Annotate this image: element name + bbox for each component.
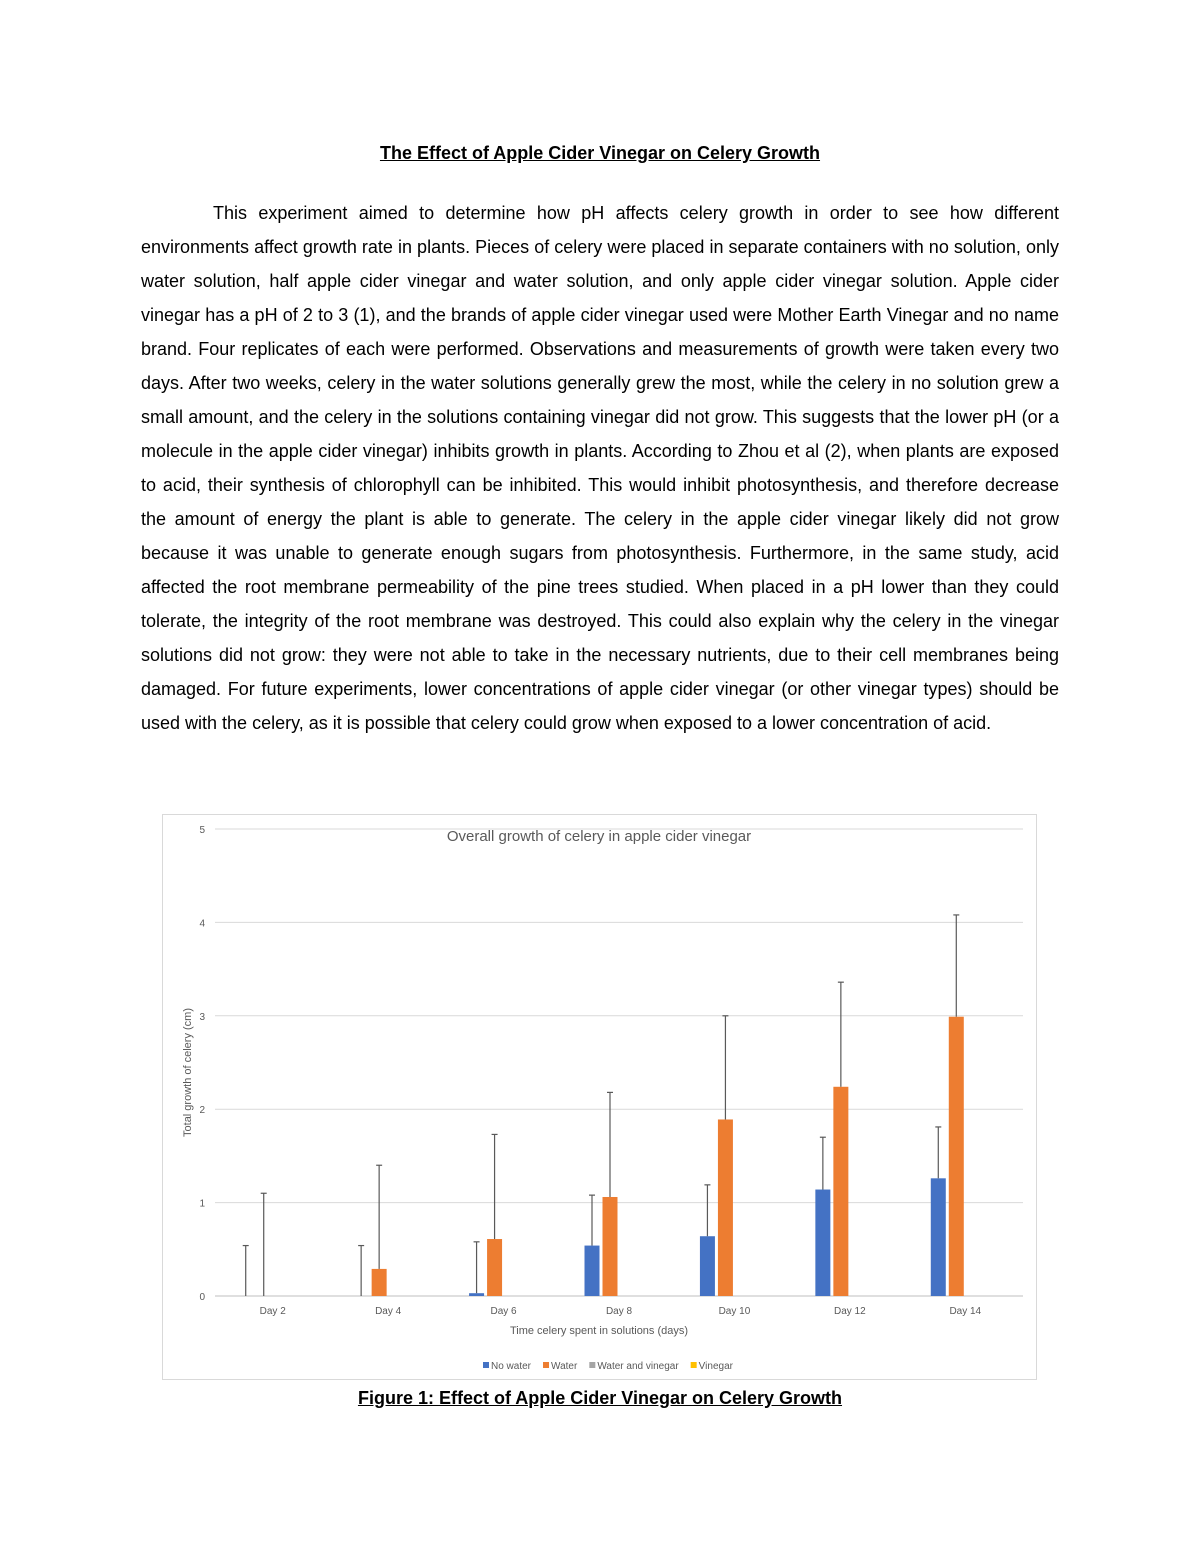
legend-swatch [543,1362,549,1368]
chart-container [162,814,1037,1380]
legend-label: Vinegar [698,1361,733,1372]
x-axis-title: Time celery spent in solutions (days) [509,1325,689,1337]
bar-water [718,1119,733,1296]
bar-no-water [815,1190,830,1296]
x-tick-label: Day 14 [949,1306,982,1317]
bar-water [949,1017,964,1296]
y-tick-label: 1 [199,1198,205,1210]
legend-swatch [691,1362,697,1368]
bar-water [372,1269,387,1296]
y-axis-title: Total growth of celery (cm) [182,1008,194,1137]
x-tick-label: Day 10 [718,1306,751,1317]
x-tick-label: Day 6 [490,1306,517,1317]
legend-label: Water and vinegar [597,1361,679,1372]
x-tick-label: Day 8 [605,1306,633,1317]
body-paragraph: This experiment aimed to determine how pH affects celery growth in order to see how different environments affect growth rate in plants. Pieces of celery were placed in separate containers with no solution, only water solution, half apple cider vinegar and water solution, and only apple cider vinegar solution. Apple cider vinegar has a pH of 2 to 3 (1), and the brands of apple cider vinegar used were Mother Earth Vinegar and no name brand. Four replicates of each were performed. Observations and measurements of growth were taken every two days. After two weeks, celery in the water solutions generally grew the most, while the celery in no solution grew a small amount, and the celery in the solutions containing vinegar did not grow. This suggests that the lower pH (or a molecule in the apple cider vinegar) inhibits growth in plants. According to Zhou et al (2), when plants are exposed to acid, their synthesis of chlorophyll can be inhibited. This would inhibit photosynthesis, and therefore decrease the amount of energy the plant is able to generate. The celery in the apple cider vinegar likely did not grow because it was unable to generate enough sugars from photosynthesis. Furthermore, in the same study, acid affected the root membrane permeability of the pine trees studied. When placed in a pH lower than they could tolerate, the integrity of the root membrane was destroyed. This could also explain why the celery in the vinegar solutions did not grow: they were not able to take in the necessary nutrients, due to their cell membranes being damaged. For future experiments, lower concentrations of apple cider vinegar (or other vinegar types) should be used with the celery, as it is possible that celery could grow when exposed to a lower concentration of acid. [141,203,1059,733]
x-tick-label: Day 12 [834,1306,866,1317]
x-tick-label: Day 4 [375,1306,402,1317]
document-title: The Effect of Apple Cider Vinegar on Celery Growth [379,143,821,163]
figure-caption: Figure 1: Effect of Apple Cider Vinegar on Celery Growth [357,1388,843,1408]
y-tick-label: 2 [199,1105,205,1117]
y-tick-label: 3 [199,1011,205,1023]
chart-title: Overall growth of celery in apple cider vinegar [446,828,752,845]
bar-no-water [585,1246,600,1296]
y-tick-label: 5 [199,825,205,836]
legend-label: No water [491,1361,532,1372]
bar-no-water [469,1293,484,1296]
x-tick-label: Day 2 [259,1306,286,1317]
legend-swatch [589,1362,595,1368]
bar-no-water [700,1236,715,1296]
bar-water [603,1197,618,1296]
bar-water [833,1087,848,1296]
y-tick-label: 0 [199,1292,205,1303]
y-tick-label: 4 [199,918,205,930]
legend-swatch [483,1362,489,1368]
growth-bar-chart [163,815,1038,1381]
bar-no-water [931,1178,946,1296]
legend-label: Water [551,1361,578,1372]
bar-water [487,1239,502,1296]
